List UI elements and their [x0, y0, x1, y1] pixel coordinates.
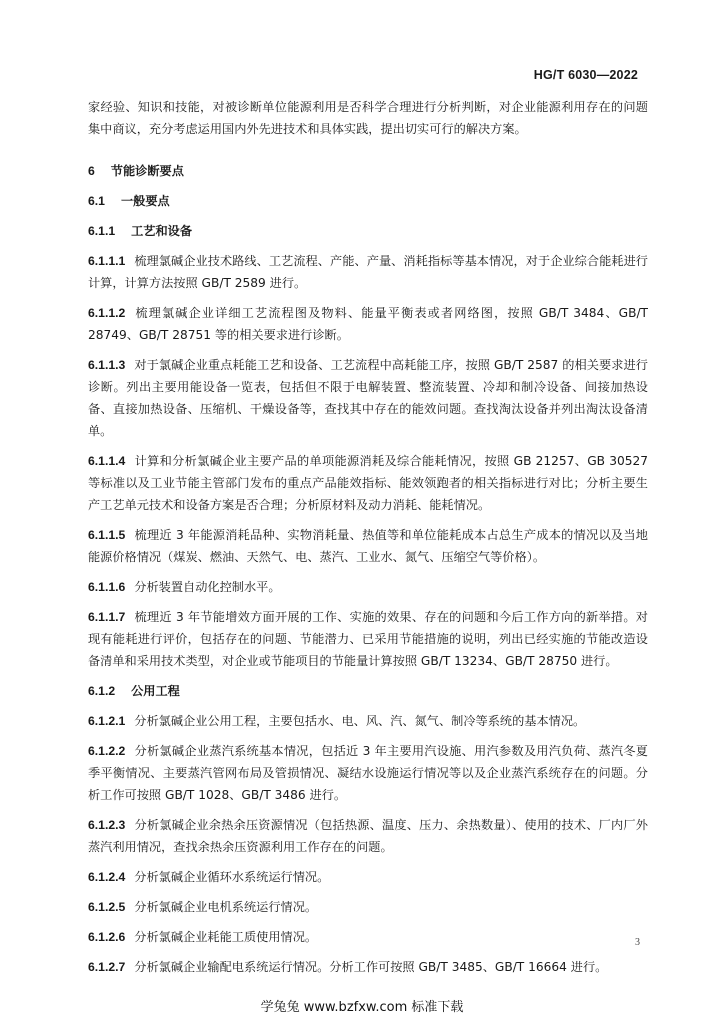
clause-number: 6.1.2.7	[88, 960, 126, 974]
clause-6-1-2-6	[88, 926, 648, 948]
clause-number: 6.1.2.1	[88, 714, 126, 728]
clause-number: 6.1.2.5	[88, 900, 126, 914]
clause-number: 6.1.1.3	[88, 358, 126, 372]
heading-6-1-1	[88, 220, 648, 242]
page-number: 3	[635, 937, 640, 948]
footer-watermark: 学兔兔 www.bzfxw.com 标准下载	[260, 1000, 464, 1015]
heading-title: 公用工程	[131, 684, 180, 698]
heading-title: 工艺和设备	[131, 224, 193, 238]
clause-number: 6.1.2.4	[88, 870, 126, 884]
clause-6-1-2-2	[88, 740, 648, 806]
heading-number: 6.1.2	[88, 684, 116, 698]
clause-text: 梳理近 3 年能源消耗品种、实物消耗量、热值等和单位能耗成本占总生产成本的情况以及当地能源价格情况（煤炭、燃油、天然气、电、蒸汽、工业水、氮气、压缩空气等价格）。	[88, 528, 648, 564]
clause-number: 6.1.1.2	[88, 306, 126, 320]
standard-number: HG/T 6030—2022	[533, 68, 638, 82]
clause-text: 梳理近 3 年节能增效方面开展的工作、实施的效果、存在的问题和今后工作方向的新举措。对现有能耗进行评价，包括存在的问题、节能潜力、已采用节能措施的说明，列出已经实施的节能改造设备清单和采用技术类型，对企业或节能项目的节能量计算按照 GB/T 13234、GB/T 28750 进行。	[88, 610, 648, 668]
clause-6-1-1-5	[88, 524, 648, 568]
clause-text: 梳理氯碱企业技术路线、工艺流程、产能、产量、消耗指标等基本情况，对于企业综合能耗进行计算，计算方法按照 GB/T 2589 进行。	[88, 254, 648, 290]
clause-6-1-1-1	[88, 250, 648, 294]
clause-text: 分析氯碱企业蒸汽系统基本情况，包括近 3 年主要用汽设施、用汽参数及用汽负荷、蒸汽冬夏季平衡情况、主要蒸汽管网布局及管损情况、凝结水设施运行情况等以及企业蒸汽系统存在的问题。分析工作可按照 GB/T 1028、GB/T 3486 进行。	[88, 744, 648, 802]
clause-number: 6.1.1.7	[88, 610, 126, 624]
clause-number: 6.1.1.6	[88, 580, 126, 594]
clause-6-1-2-7	[88, 956, 648, 978]
clause-text: 分析氯碱企业余热余压资源情况（包括热源、温度、压力、余热数量）、使用的技术、厂内厂外蒸汽利用情况，查找余热余压资源利用工作存在的问题。	[88, 818, 648, 854]
heading-6	[88, 160, 648, 182]
clause-number: 6.1.2.2	[88, 744, 126, 758]
heading-6-1	[88, 190, 648, 212]
clause-text: 分析氯碱企业耗能工质使用情况。	[134, 930, 318, 944]
clause-6-1-2-1	[88, 710, 648, 732]
heading-6-1-2	[88, 680, 648, 702]
clause-text: 分析氯碱企业循环水系统运行情况。	[134, 870, 330, 884]
heading-number: 6.1	[88, 194, 105, 208]
heading-title: 节能诊断要点	[110, 164, 184, 178]
clause-number: 6.1.2.3	[88, 818, 126, 832]
clause-6-1-1-3	[88, 354, 648, 442]
intro-paragraph: 家经验、知识和技能，对被诊断单位能源利用是否科学合理进行分析判断，对企业能源利用存在的问题集中商议，充分考虑运用国内外先进技术和具体实践，提出切实可行的解决方案。	[88, 100, 648, 136]
clause-6-1-2-4	[88, 866, 648, 888]
document-body	[88, 96, 648, 978]
clause-6-1-1-2	[88, 302, 648, 346]
clause-text: 分析装置自动化控制水平。	[134, 580, 281, 594]
clause-6-1-1-7	[88, 606, 648, 672]
clause-6-1-1-6	[88, 576, 648, 598]
heading-number: 6.1.1	[88, 224, 116, 238]
clause-text: 分析氯碱企业公用工程，主要包括水、电、风、汽、氮气、制冷等系统的基本情况。	[134, 714, 586, 728]
heading-number: 6	[88, 164, 95, 178]
clause-number: 6.1.1.5	[88, 528, 126, 542]
clause-6-1-2-3	[88, 814, 648, 858]
heading-title: 一般要点	[120, 194, 170, 208]
clause-text: 分析氯碱企业电机系统运行情况。	[134, 900, 318, 914]
clause-6-1-1-4	[88, 450, 648, 516]
clause-number: 6.1.2.6	[88, 930, 126, 944]
clause-text: 分析氯碱企业输配电系统运行情况。分析工作可按照 GB/T 3485、GB/T 16664 进行。	[134, 960, 608, 974]
clause-number: 6.1.1.1	[88, 254, 126, 268]
clause-6-1-2-5	[88, 896, 648, 918]
clause-number: 6.1.1.4	[88, 454, 126, 468]
clause-text: 梳理氯碱企业详细工艺流程图及物料、能量平衡表或者网络图，按照 GB/T 3484、GB/T 28749、GB/T 28751 等的相关要求进行诊断。	[88, 306, 648, 342]
clause-text: 计算和分析氯碱企业主要产品的单项能源消耗及综合能耗情况，按照 GB 21257、GB 30527 等标准以及工业节能主管部门发布的重点产品能效指标、能效领跑者的相关指标进行对比；分析主要生产工艺单元技术和设备方案是否合理；分析原材料及动力消耗、能耗情况。	[88, 454, 648, 512]
clause-text: 对于氯碱企业重点耗能工艺和设备、工艺流程中高耗能工序，按照 GB/T 2587 的相关要求进行诊断。列出主要用能设备一览表，包括但不限于电解装置、整流装置、冷却和制冷设备、间接加热设备、直接加热设备、压缩机、干燥设备等，查找其中存在的能效问题。查找淘汰设备并列出淘汰设备清单。	[88, 358, 648, 438]
